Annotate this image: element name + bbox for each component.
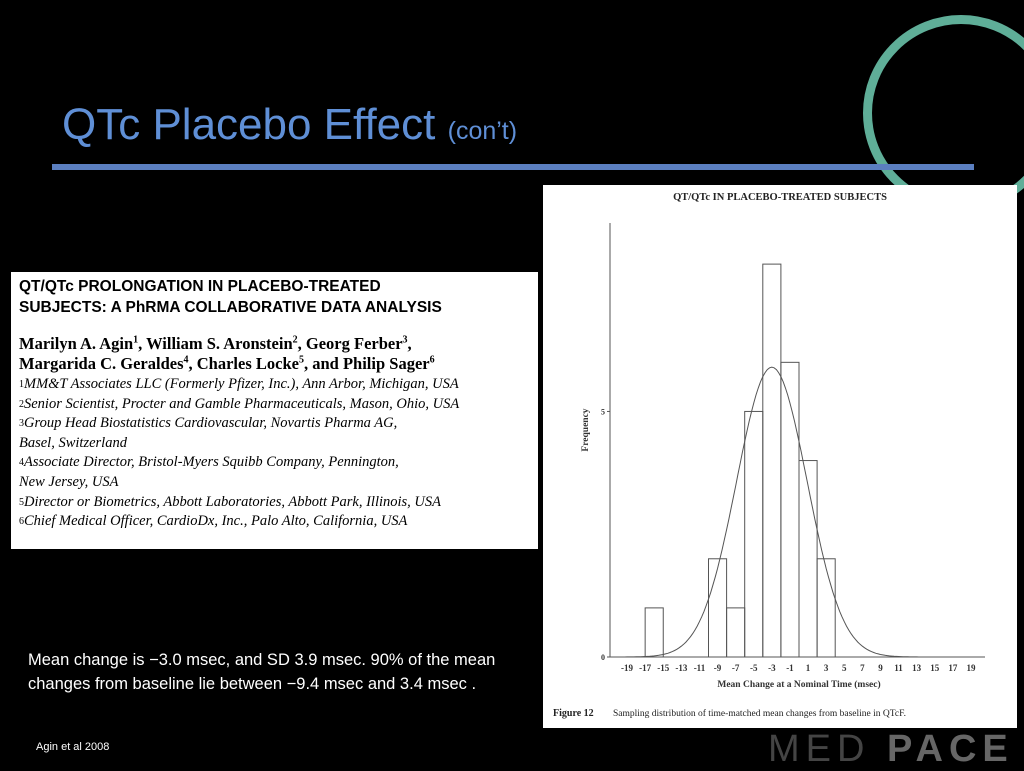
figure-caption-label: Figure 12 — [553, 708, 594, 719]
affiliation-line: $^3$Group Head Biostatistics Cardiovascular, Novartis Pharma AG, — [19, 415, 398, 432]
author-affiliation-number: 4 — [183, 354, 189, 366]
affiliation-line: New Jersey, USA — [19, 473, 119, 490]
paper-title: QT/QTc PROLONGATION IN PLACEBO-TREATED SUBJECTS: A PhRMA COLLABORATIVE DATA ANALYSIS — [19, 278, 442, 316]
medpace-logo: MED PACE — [768, 728, 1014, 770]
title-divider — [52, 164, 974, 170]
affiliation-line: Basel, Switzerland — [19, 434, 127, 451]
histogram-figure — [543, 185, 1017, 728]
paper-authors: Marilyn A. Agin$^1$, William S. Aronstein$^2$, Georg Ferber$^3$, Margarida C. Geraldes$^4$, Charles Locke$^5$, and Philip Sager$^6$ — [19, 334, 435, 373]
chart-title: QT/QTc IN PLACEBO-TREATED SUBJECTS — [673, 192, 887, 203]
author-name: Charles Locke — [196, 354, 299, 373]
summary-text: Mean change is −3.0 msec, and SD 3.9 msec. 90% of the mean changes from baseline lie between −9.4 msec and 3.4 msec . — [28, 651, 496, 693]
author-affiliation-number: 6 — [429, 354, 435, 366]
histogram-bar — [645, 608, 663, 657]
affiliation-line: $^5$Director or Biometrics, Abbott Laboratories, Abbott Park, Illinois, USA — [19, 493, 442, 510]
histogram-bar — [745, 411, 763, 657]
author-affiliation-number: 1 — [133, 334, 139, 346]
affiliation-line: $^2$Senior Scientist, Procter and Gamble Pharmaceuticals, Mason, Ohio, USA — [19, 395, 460, 412]
affiliation-line: $^4$Associate Director, Bristol-Myers Squibb Company, Pennington, — [19, 454, 399, 471]
x-tick-label: -15 — [657, 663, 670, 673]
x-tick-label: -3 — [768, 663, 776, 673]
histogram-bar — [709, 559, 727, 657]
x-tick-label: -1 — [786, 663, 794, 673]
x-tick-label: -7 — [731, 663, 740, 673]
affiliation-line: $^6$Chief Medical Officer, CardioDx, Inc., Palo Alto, California, USA — [19, 513, 408, 530]
histogram-bar — [727, 608, 745, 657]
author-name: Georg Ferber — [305, 334, 403, 353]
x-tick-label: 1 — [805, 663, 811, 673]
author-affiliation-number: 3 — [402, 334, 408, 346]
affiliation-line: $^1$MM&T Associates LLC (Formerly Pfizer, Inc.), Ann Arbor, Michigan, USA — [19, 376, 459, 392]
author-affiliation-number: 5 — [298, 354, 304, 366]
x-tick-label: -11 — [693, 663, 706, 673]
histogram-bar — [763, 264, 781, 657]
author-name: Philip Sager — [342, 354, 430, 373]
x-tick-label: -13 — [675, 663, 688, 673]
x-tick-label: 17 — [948, 663, 958, 673]
x-tick-label: 9 — [878, 663, 883, 673]
slide-title: QTc Placebo Effect (con’t) — [62, 100, 518, 149]
histogram-svg — [543, 185, 1017, 728]
paper-citation-box — [11, 272, 538, 549]
y-tick-label: 0 — [601, 653, 605, 662]
x-tick-label: -5 — [750, 663, 758, 673]
slide-title-suffix: (con’t) — [447, 117, 518, 145]
x-tick-label: -17 — [639, 663, 652, 673]
x-tick-label: 15 — [930, 663, 940, 673]
x-tick-label: 7 — [860, 663, 865, 673]
histogram-bar — [799, 461, 817, 657]
author-name: William S. Aronstein — [146, 334, 293, 353]
x-tick-label: -19 — [621, 663, 634, 673]
y-tick-label: 5 — [601, 407, 605, 417]
x-tick-label: 13 — [912, 663, 922, 673]
paper-affiliations — [19, 375, 530, 532]
x-tick-label: 5 — [842, 663, 847, 673]
x-tick-label: -9 — [713, 663, 722, 673]
x-axis-label: Mean Change at a Nominal Time (msec) — [717, 680, 881, 690]
figure-caption: Sampling distribution of time-matched mean changes from baseline in QTcF. — [613, 709, 907, 719]
author-name: Margarida C. Geraldes — [19, 354, 184, 373]
histogram-bar — [781, 362, 799, 657]
x-tick-label: 3 — [823, 663, 829, 673]
citation: Agin et al 2008 — [36, 741, 110, 753]
x-tick-label: 11 — [894, 663, 903, 673]
author-affiliation-number: 2 — [292, 334, 298, 346]
decorative-ring — [863, 15, 1024, 211]
histogram-bar — [817, 559, 835, 657]
author-name: Marilyn A. Agin — [19, 334, 134, 353]
x-tick-label: 19 — [966, 663, 976, 673]
y-axis-label: Frequency — [581, 408, 591, 452]
